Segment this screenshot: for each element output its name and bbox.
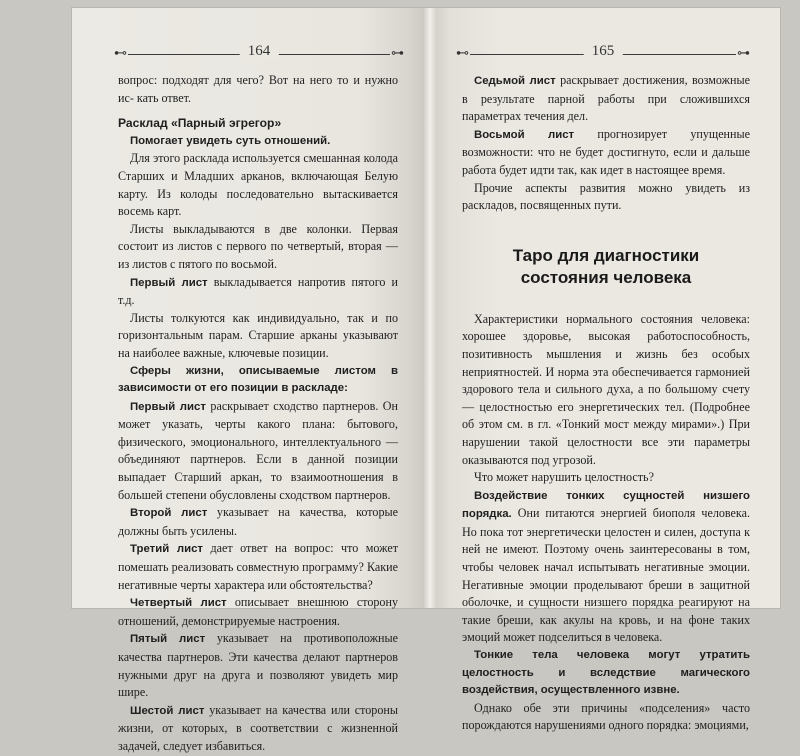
position-5: Пятый лист указывает на противоположные качества партнеров. Эти качества делают партнеров нужными друг на друга и позволяют увидеть мир шире. [118, 631, 398, 700]
paragraph: Листы выкладываются в две колонки. Первая состоит из листов с первого по четвертый, вторая — из листов с пятого по восьмой. [118, 221, 398, 271]
right-page [430, 8, 780, 733]
position-4: Четвертый лист описывает внешнюю сторону отношений, демонстрируемые настроения. [118, 595, 398, 628]
ornament-icon: ⊷ [456, 45, 469, 60]
section-title: Расклад «Парный эгрегор» [118, 116, 282, 131]
paragraph: Характеристики нормального состояния человека: хорошее здоровье, высокая работоспособность, позитивность мышления и жизнь без особых неприятностей. И норма эта обеспечивается гармонией здорового тела и сильного духа, а по большому счету — целостностью его энергетических тел. (Подробнее об этом см. в гл. «Тонкий мост между мирами».) При нарушении такой целостности все эти параметры оказываются под угрозой. [462, 311, 750, 467]
paragraph: Первый лист выкладывается напротив пятого и т.д. [118, 274, 398, 308]
left-page [72, 8, 430, 753]
position-1: Первый лист раскрывает сходство партнеров. Он может указать, черты какого плана: бытового, физического, эмоционального, интеллектуального — объединяют партнеров. Если в данной позиции выпадает Старший аркан, то взаимоотношения в большей степени обусловлены сходством партнеров. [118, 398, 398, 502]
spheres-heading: Сферы жизни, описываемые листом в зависимости от его позиции в раскладе: [118, 364, 398, 395]
left-page-header [114, 44, 404, 64]
spread-purpose: Помогает увидеть суть отношений. [130, 134, 331, 147]
position-7: Седьмой лист раскрывает достижения, возможные в результате парной работы при сложившихся параметрах течения дел. [462, 73, 750, 124]
paragraph: Однако обе эти причины «подселения» часто порождаются нарушениями одного порядка: эмоциями, [462, 700, 750, 733]
chapter-heading: Таро для диагностики состояния человека [512, 245, 700, 287]
right-page-header [456, 44, 750, 64]
ornament-icon: ⊷ [114, 45, 127, 60]
ornament-icon: ⊶ [391, 45, 404, 60]
book-gutter [424, 8, 436, 608]
ornament-icon: ⊶ [737, 45, 750, 60]
position-6: Шестой лист указывает на качества или стороны жизни, от которых, в соответствии с жизненной задачей, следует избавиться. [118, 702, 398, 753]
position-3: Третий лист дает ответ на вопрос: что может помешать реализовать совместную программу? Какие негативные черты характера или обстоятельства? [118, 541, 398, 592]
position-2: Второй лист указывает на качества, которые должны быть усилены. [118, 505, 398, 538]
page-number: 164 [240, 42, 279, 60]
paragraph: Листы толкуются как индивидуально, так и по горизонтальным парам. Старшие арканы указывают на наиболее важные, ключевые позиции. [118, 310, 398, 360]
paragraph: Прочие аспекты развития можно увидеть из раскладов, посвященных пути. [462, 180, 750, 213]
paragraph: Для этого расклада используется смешанная колода Старших и Младших арканов, включающая Белую карту. Из колоды последовательно вытаскивается восемь карт. [118, 151, 398, 219]
cause-2: Тонкие тела человека могут утратить целостность и вследствие магического воздействия, осуществленного извне. [462, 649, 750, 697]
book-spread [72, 8, 780, 753]
text-line: вопрос: подходят для чего? Вот на него то и нужно ис- кать ответ. [118, 73, 398, 105]
right-page-text [462, 72, 750, 735]
cause-1: Воздействие тонких сущностей низшего порядка. Они питаются энергией биополя человека. Но пока тот энергетически целостен и силен, доступа к ней не имеют. Поэтому очень заинтересованы в том, чтобы человек начал испытывать негативные эмоции. Негативные эмоции проделывают бреши в защитной оболочке, и сущности низшего порядка реагируют на такие бреши, как акулы на кровь, и на фоне таких эмоций может подселиться в человека. [462, 489, 750, 645]
question: Что может нарушить целостность? [474, 470, 654, 485]
page-number: 165 [584, 42, 623, 60]
position-8: Восьмой лист прогнозирует упущенные возможности: что не будет достигнуто, если и дальше работа будет идти так, как идет в настоящее время. [462, 126, 750, 177]
left-page-text [118, 72, 398, 756]
